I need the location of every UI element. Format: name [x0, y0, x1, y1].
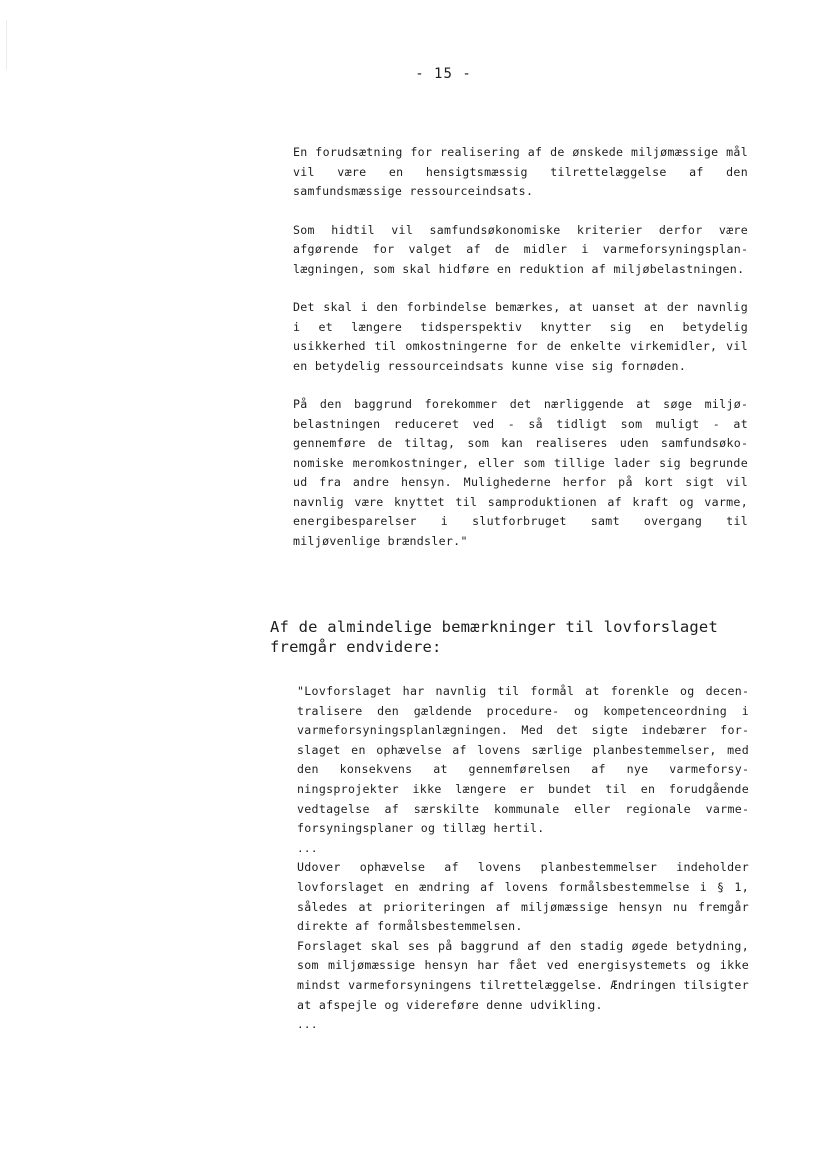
- quote1-paragraph-1: En forudsætning for realisering af de ønskede miljømæssige mål vil være en hensigtsmæssig tilrettelæggelse af den samfundsmæssige ressourceindsats.: [293, 145, 748, 198]
- quote2-paragraph-3: Forslaget skal ses på baggrund af den stadig øgede betydning, som miljømæssige hensyn har fået ved energisystemets og ikke mindst varmeforsyningens tilrettelæggelse. Ændringen tilsigter at afspejle og videreføre denne udvikling.: [297, 938, 749, 1012]
- page-number: - 15 -: [415, 66, 472, 82]
- quote-block-1: [293, 143, 748, 570]
- quote1-paragraph-4: På den baggrund forekommer det nærliggende at søge miljøbelastningen reduceret ved - så tidligt som muligt - at gennemføre de tiltag, som kan realiseres uden samfundsøkonomiske meromkostninger, eller som tillige lader sig begrunde ud fra andre hensyn. Mulighederne herfor på kort sigt vil navnlig være knyttet til samproduktionen af kraft og varme, energibesparelser i slutforbruget samt overgang til miljøvenlige brændsler.": [293, 397, 748, 548]
- quote-block-2: [297, 682, 749, 1035]
- quote2-paragraph-1: "Lovforslaget har navnlig til formål at forenkle og decentralisere den gældende procedure- og kompetenceordning i varmeforsyningsplanlægningen. Med det sigte indebærer forslaget en ophævelse af lovens særlige planbestemmelser, med den konsekvens at gennemførelsen af nye varmeforsyningsprojekter ikke længere er bundet til en forudgående vedtagelse af særskilte kommunale eller regionale varmeforsyningsplaner og tillæg hertil.: [297, 684, 749, 836]
- quote2-paragraph-2: Udover ophævelse af lovens planbestemmelser indeholder lovforslaget en ændring af lovens formålsbestemmelse i § 1, således at prioriteringen af miljømæssige hensyn nu fremgår direkte af formålsbestemmelsen.: [297, 860, 749, 934]
- quote1-paragraph-3: Det skal i den forbindelse bemærkes, at uanset at der navnlig i et længere tidsperspektiv knytter sig en betydelig usikkerhed til omkostningerne for de enkelte virkemidler, vil en betydelig ressourceindsats kunne vise sig fornøden.: [293, 300, 748, 373]
- section-heading: Af de almindelige bemærkninger til lovforslaget fremgår endvidere:: [270, 618, 718, 656]
- quote1-paragraph-2: Som hidtil vil samfundsøkonomiske kriterier derfor være afgørende for valget af de midler i varmeforsyningsplanlægningen, som skal hidføre en reduktion af miljøbelastningen.: [293, 222, 748, 276]
- quote2-ellipsis-1: ...: [297, 841, 318, 855]
- scan-edge-mark: [6, 20, 7, 70]
- quote2-ellipsis-2: ...: [297, 1018, 318, 1032]
